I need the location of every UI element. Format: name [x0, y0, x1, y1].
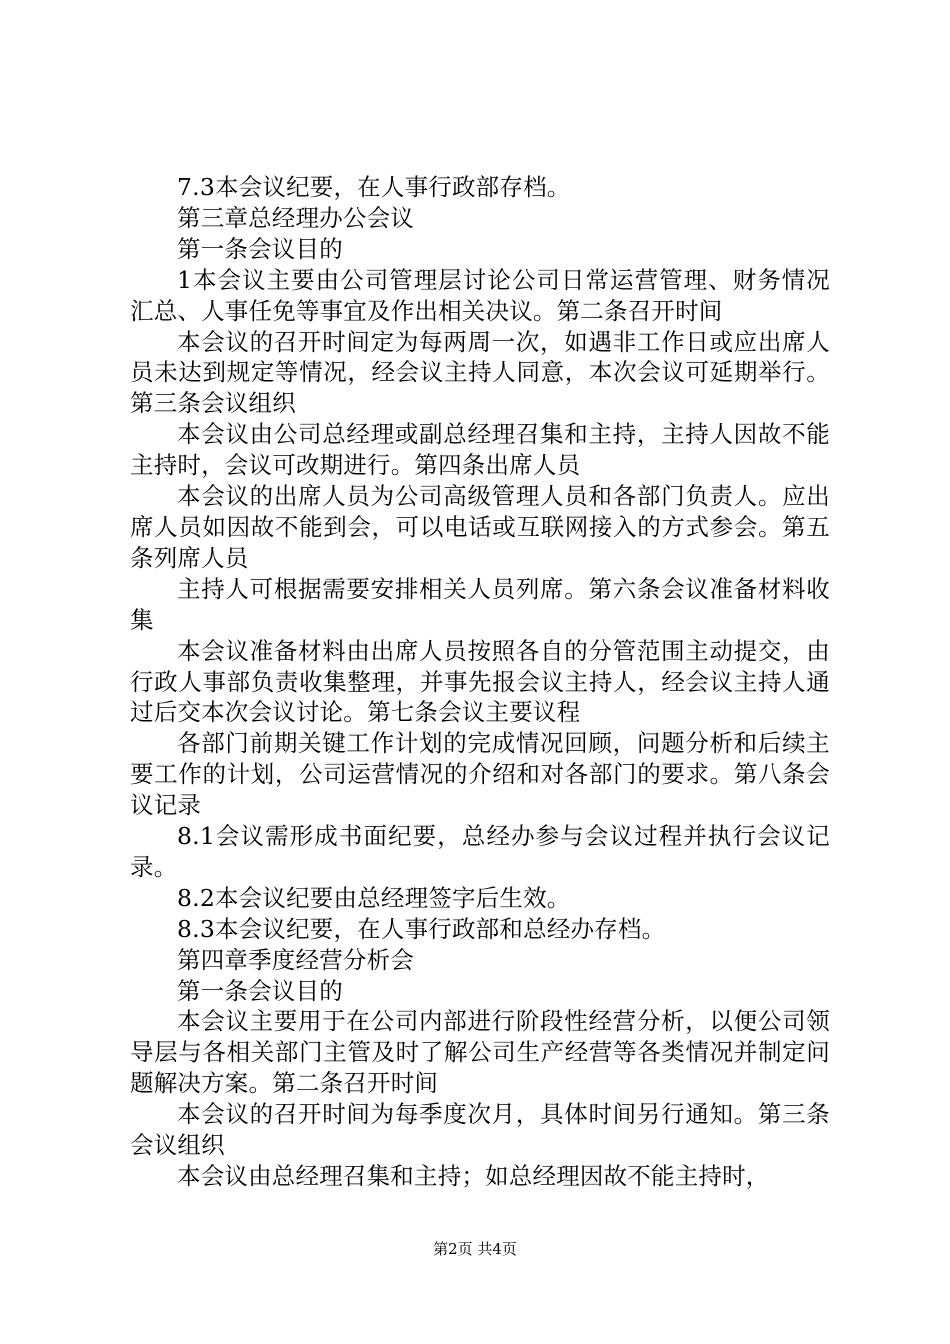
paragraph-schedule-ch4: 本会议的召开时间为每季度次月，具体时间另行通知。第三条会议组织	[130, 1100, 830, 1160]
paragraph-8-1: 8.1会议需形成书面纪要，总经办参与会议过程并执行会议记录。	[130, 822, 830, 881]
paragraph-7-3: 7.3本会议纪要，在人事行政部存档。	[177, 173, 571, 201]
paragraph-8-2: 8.2本会议纪要由总经理签字后生效。	[177, 883, 571, 912]
paragraph-materials: 本会议准备材料由出席人员按照各自的分管范围主动提交，由行政人事部负责收集整理，并事先报会议主持人，经会议主持人通过后交本次会议讨论。第七条会议主要议程	[130, 636, 830, 727]
chapter-3-heading: 第三章总经理办公会议	[177, 203, 414, 232]
chapter-4-heading: 第四章季度经营分析会	[177, 945, 414, 974]
document-body	[130, 172, 830, 1192]
paragraph-organization-ch4: 本会议由总经理召集和主持；如总经理因故不能主持时，	[177, 1162, 770, 1190]
paragraph-agenda: 各部门前期关键工作计划的完成情况回顾，问题分析和后续主要工作的计划，公司运营情况的介绍和对各部门的要求。第八条会议记录	[130, 729, 830, 820]
page-number-footer: 第2页 共4页	[433, 1240, 517, 1258]
paragraph-schedule: 本会议的召开时间定为每两周一次，如遇非工作日或应出席人员未达到规定等情况，经会议主持人同意，本次会议可延期举行。第三条会议组织	[130, 327, 830, 418]
paragraph-observers: 主持人可根据需要安排相关人员列席。第六条会议准备材料收集	[130, 574, 830, 634]
paragraph-organization: 本会议由公司总经理或副总经理召集和主持，主持人因故不能主持时，会议可改期进行。第四条出席人员	[130, 420, 830, 480]
paragraph-purpose: 1本会议主要由公司管理层讨论公司日常运营管理、财务情况汇总、人事任免等事宜及作出相关决议。第二条召开时间	[130, 265, 830, 325]
paragraph-attendees: 本会议的出席人员为公司高级管理人员和各部门负责人。应出席人员如因故不能到会，可以电话或互联网接入的方式参会。第五条列席人员	[130, 482, 830, 572]
article-1-heading: 第一条会议目的	[177, 234, 343, 263]
paragraph-purpose-ch4: 本会议主要用于在公司内部进行阶段性经营分析，以便公司领导层与各相关部门主管及时了解公司生产经营等各类情况并制定问题解决方案。第二条召开时间	[130, 1007, 830, 1098]
paragraph-8-3: 8.3本会议纪要，在人事行政部和总经办存档。	[177, 914, 666, 943]
article-1-heading-ch4: 第一条会议目的	[177, 976, 343, 1005]
